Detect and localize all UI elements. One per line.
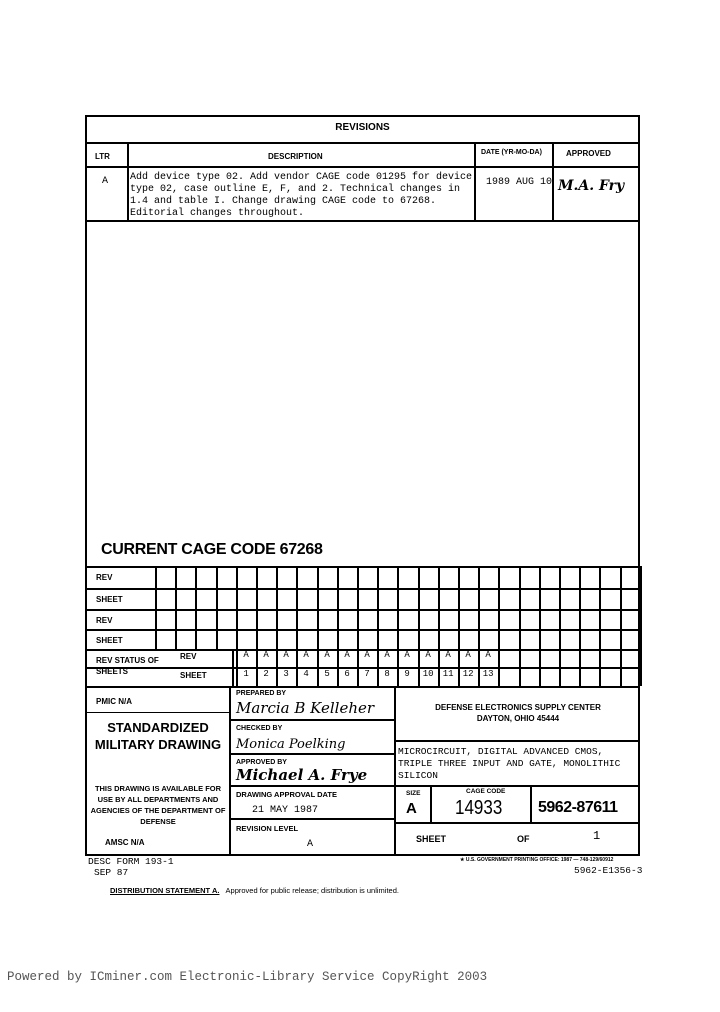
grid-line	[438, 566, 440, 686]
form-number: DESC FORM 193-1	[88, 856, 174, 867]
agency-address: DAYTON, OHIO 45444	[476, 714, 560, 723]
sheet-cell: 12	[462, 669, 474, 679]
grid-line	[599, 566, 601, 686]
amsc-label: AMSC N/A	[105, 838, 145, 847]
grid-line	[85, 609, 640, 611]
grid-line	[478, 566, 480, 686]
status-sublabel: REV	[180, 652, 197, 661]
sheet-cell: 8	[384, 669, 390, 679]
grid-row-label: SHEET	[96, 636, 123, 645]
rev-cell: A	[303, 650, 309, 660]
sheet-cell: 10	[422, 669, 434, 679]
grid-line	[317, 566, 319, 686]
grid-line	[296, 566, 298, 686]
grid-line	[620, 566, 622, 686]
grid-line	[539, 566, 541, 686]
grid-line	[397, 566, 399, 686]
rev-cell: A	[324, 650, 330, 660]
rev-cell: A	[404, 650, 410, 660]
current-cage-code: CURRENT CAGE CODE 67268	[101, 541, 323, 558]
standardized-military-drawing: STANDARDIZED MILITARY DRAWING	[94, 720, 222, 752]
rev-cell: A	[364, 650, 370, 660]
header-approved: APPROVED	[566, 149, 611, 158]
availability-statement: THIS DRAWING IS AVAILABLE FOR USE BY ALL DEPARTMENTS AND AGENCIES OF THE DEPARTMENT OF DEFENSE	[90, 784, 226, 826]
grid-line	[85, 629, 640, 631]
grid-line	[276, 566, 278, 686]
grid-line	[337, 566, 339, 686]
grid-line	[256, 566, 258, 686]
checked-by-label: CHECKED BY	[236, 725, 283, 732]
revision-ltr: A	[102, 176, 109, 187]
size-label: SIZE	[406, 790, 421, 797]
prepared-by-signature: Marcia B Kelleher	[236, 699, 375, 717]
sheet-cell: 3	[283, 669, 289, 679]
rev-cell: A	[425, 650, 431, 660]
grid-line	[418, 566, 420, 686]
grid-row-label: REV	[96, 616, 113, 625]
rev-cell: A	[465, 650, 471, 660]
sheet-cell: 11	[442, 669, 454, 679]
drawing-number: 5962-87611	[538, 799, 618, 816]
sheet-value: 1	[593, 829, 601, 843]
grid-line	[357, 566, 359, 686]
rev-cell: A	[485, 650, 491, 660]
revisions-title: REVISIONS	[335, 122, 390, 133]
approval-date: 21 MAY 1987	[252, 805, 319, 816]
grid-line	[195, 566, 197, 649]
grid-line	[216, 566, 218, 649]
sheet-label: SHEET	[416, 834, 447, 844]
revision-date: 1989 AUG 10	[486, 177, 553, 188]
grid-line	[640, 566, 642, 686]
rev-cell: A	[243, 650, 249, 660]
sheet-cell: 5	[324, 669, 330, 679]
rev-cell: A	[283, 650, 289, 660]
sheet-cell: 4	[303, 669, 309, 679]
distribution-text: Approved for public release; distribution is unlimited.	[225, 886, 399, 895]
approved-by-label: APPROVED BY	[236, 759, 287, 766]
rev-cell: A	[445, 650, 451, 660]
header-date: DATE (YR-MO-DA)	[481, 149, 542, 156]
revision-level: A	[307, 839, 314, 850]
document-number: 5962-E1356-3	[574, 865, 643, 876]
grid-row-label: REV	[96, 573, 113, 582]
grid-line	[169, 667, 233, 669]
revision-level-label: REVISION LEVEL	[236, 824, 299, 833]
header-ltr: LTR	[95, 152, 110, 161]
grid-line	[236, 566, 238, 686]
status-sublabel: SHEET	[180, 671, 207, 680]
grid-line	[579, 566, 581, 686]
sheet-cell: 9	[404, 669, 410, 679]
grid-line	[498, 566, 500, 686]
approved-by-signature: Michael A. Frye	[236, 766, 368, 784]
grid-line	[458, 566, 460, 686]
of-label: OF	[517, 834, 530, 844]
rev-status-label: REV STATUS OF SHEETS	[96, 656, 159, 676]
sheet-cell: 6	[344, 669, 350, 679]
grid-line	[377, 566, 379, 686]
sheet-cell: 2	[263, 669, 269, 679]
grid-line	[559, 566, 561, 686]
size-value: A	[406, 800, 417, 817]
prepared-by-label: PREPARED BY	[236, 690, 287, 697]
grid-line	[155, 566, 157, 649]
cage-code-value: 14933	[455, 797, 503, 819]
gpo-notice: ★ U.S. GOVERNMENT PRINTING OFFICE: 1987 — 748-129/60912	[460, 857, 614, 863]
header-description: DESCRIPTION	[268, 152, 323, 161]
grid-line	[519, 566, 521, 686]
grid-line	[175, 566, 177, 649]
grid-line	[85, 588, 640, 590]
rev-cell: A	[263, 650, 269, 660]
form-date: SEP 87	[94, 867, 129, 878]
rev-cell: A	[344, 650, 350, 660]
grid-row-label: SHEET	[96, 595, 123, 604]
distribution-statement	[110, 886, 399, 895]
cage-code-label: CAGE CODE	[466, 788, 506, 795]
sheet-cell: 7	[364, 669, 370, 679]
drawing-title: MICROCIRCUIT, DIGITAL ADVANCED CMOS, TRIPLE THREE INPUT AND GATE, MONOLITHIC SILICON	[398, 746, 621, 781]
revision-approved-signature: M.A. Fry	[558, 178, 625, 194]
revision-description: Add device type 02. Add vendor CAGE code 01295 for device type 02, case outline E, F, and 2. Technical changes in 1.4 and table I. Change drawing CAGE code to 67268. Editorial changes throughout.	[130, 172, 473, 219]
approval-date-label: DRAWING APPROVAL DATE	[236, 790, 337, 799]
checked-by-signature: Monica Poelking	[236, 737, 346, 752]
sheet-cell: 1	[243, 669, 249, 679]
sheet-cell: 13	[482, 669, 494, 679]
powered-by-footer: Powered by ICminer.com Electronic-Library Service CopyRight 2003	[7, 970, 488, 984]
rev-cell: A	[384, 650, 390, 660]
distribution-label: DISTRIBUTION STATEMENT A.	[110, 886, 220, 895]
pmic-label: PMIC N/A	[96, 697, 132, 706]
agency-name: DEFENSE ELECTRONICS SUPPLY CENTER	[435, 703, 601, 712]
